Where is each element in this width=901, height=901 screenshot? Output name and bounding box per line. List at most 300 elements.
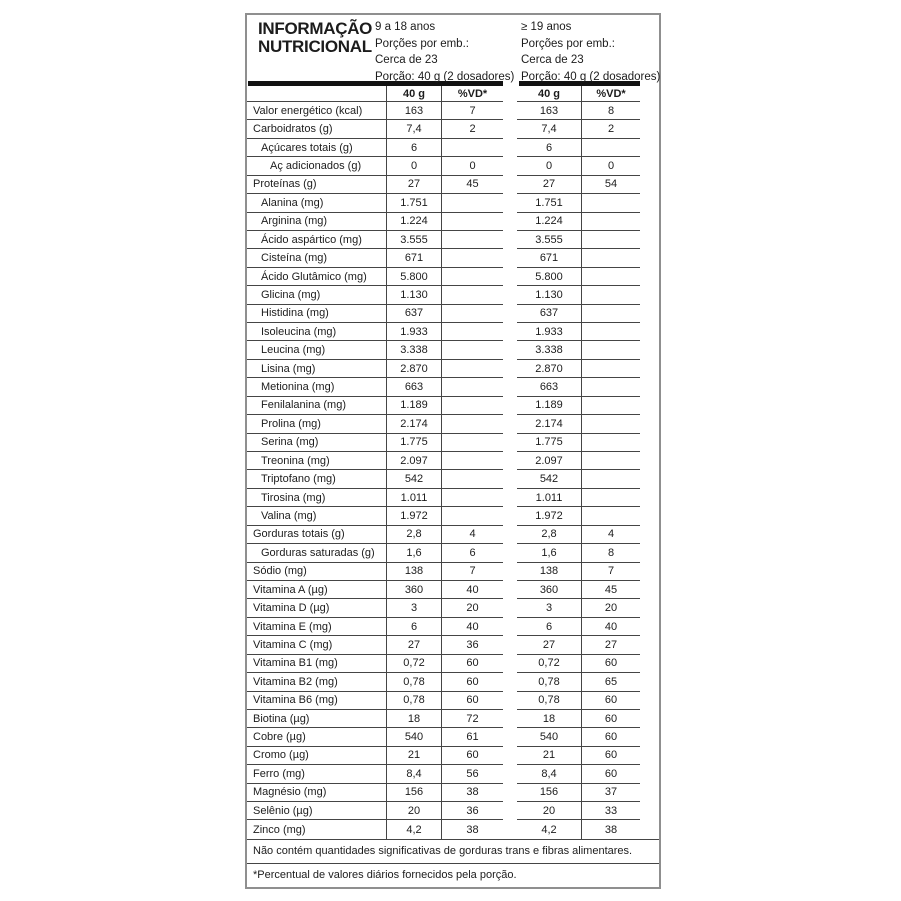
column-gap [503,286,517,304]
value-amount-group2: 7,4 [517,120,582,138]
value-dv-group1: 40 [442,618,503,636]
value-dv-group2 [582,360,640,378]
right-spacer [640,415,659,433]
table-row [247,544,659,562]
value-amount-group1: 2.174 [387,415,442,433]
row-label: Zinco (mg) [247,820,387,838]
row-label: Lisina (mg) [247,360,387,378]
table-row [247,470,659,488]
value-amount-group1: 1.189 [387,397,442,415]
value-amount-group1: 360 [387,581,442,599]
right-spacer [640,655,659,673]
column-gap [503,563,517,581]
value-dv-group1 [442,452,503,470]
value-dv-group2 [582,139,640,157]
value-dv-group2 [582,268,640,286]
right-spacer [640,507,659,525]
value-amount-group1: 163 [387,102,442,120]
row-label: Tirosina (mg) [247,489,387,507]
value-amount-group1: 138 [387,563,442,581]
value-dv-group2: 8 [582,102,640,120]
column-gap [503,341,517,359]
right-spacer [640,286,659,304]
age-range: 9 a 18 anos [375,21,436,33]
right-spacer [640,470,659,488]
right-spacer [640,802,659,820]
right-spacer [640,194,659,212]
column-gap [503,692,517,710]
value-dv-group1 [442,305,503,323]
right-spacer [640,581,659,599]
column-gap [503,176,517,194]
table-row [247,820,659,838]
column-gap [503,710,517,728]
right-spacer [640,157,659,175]
value-dv-group1: 6 [442,544,503,562]
value-amount-group2: 1.011 [517,489,582,507]
value-dv-group2 [582,378,640,396]
column-gap [503,802,517,820]
portions-count: Cerca de 23 [521,54,584,66]
right-spacer [640,378,659,396]
value-amount-group1: 3 [387,599,442,617]
column-gap [503,378,517,396]
value-amount-group1: 0,72 [387,655,442,673]
value-amount-group2: 1.972 [517,507,582,525]
table-row [247,213,659,231]
value-amount-group2: 0 [517,157,582,175]
right-spacer [640,434,659,452]
right-spacer [640,213,659,231]
value-dv-group2 [582,470,640,488]
column-header-amount-group1: 40 g [387,86,442,102]
value-dv-group2 [582,452,640,470]
right-spacer [640,599,659,617]
table-row [247,692,659,710]
right-spacer [640,249,659,267]
row-label: Aç adicionados (g) [247,157,387,175]
column-gap [503,268,517,286]
value-dv-group1 [442,507,503,525]
table-row [247,563,659,581]
column-gap [503,139,517,157]
row-label: Fenilalanina (mg) [247,397,387,415]
value-amount-group2: 3 [517,599,582,617]
value-amount-group1: 8,4 [387,765,442,783]
value-amount-group1: 1.130 [387,286,442,304]
portion-size: Porção: 40 g (2 dosadores) [521,70,661,83]
value-amount-group1: 7,4 [387,120,442,138]
right-spacer [640,692,659,710]
age-range: ≥ 19 anos [521,21,572,33]
value-dv-group2: 60 [582,765,640,783]
value-dv-group1 [442,249,503,267]
right-spacer [640,526,659,544]
row-label: Gorduras totais (g) [247,526,387,544]
column-gap [503,820,517,838]
value-amount-group2: 540 [517,728,582,746]
value-dv-group2: 27 [582,636,640,654]
column-header-amount-group2: 40 g [517,86,582,102]
portions-per-package: Porções por emb.: [521,37,615,50]
row-label: Ácido Glutâmico (mg) [247,268,387,286]
value-dv-group2 [582,286,640,304]
portions-per-package: Porções por emb.: [375,37,469,50]
row-label: Cisteína (mg) [247,249,387,267]
column-gap [503,728,517,746]
value-amount-group1: 18 [387,710,442,728]
table-row [247,765,659,783]
value-amount-group2: 0,72 [517,655,582,673]
row-label: Cromo (µg) [247,747,387,765]
column-gap [503,194,517,212]
right-spacer [640,747,659,765]
age-group-2-info [521,19,659,85]
label-title-line2: NUTRICIONAL [258,37,372,56]
table-row [247,194,659,212]
value-amount-group2: 360 [517,581,582,599]
value-dv-group2: 65 [582,673,640,691]
value-amount-group2: 163 [517,102,582,120]
value-dv-group2 [582,305,640,323]
table-row [247,360,659,378]
right-spacer [640,728,659,746]
column-gap [503,86,517,102]
value-amount-group1: 6 [387,618,442,636]
value-amount-group2: 20 [517,802,582,820]
column-gap [503,489,517,507]
column-gap [503,120,517,138]
row-label: Açúcares totais (g) [247,139,387,157]
value-dv-group2 [582,397,640,415]
value-dv-group2: 7 [582,563,640,581]
right-spacer [640,820,659,838]
table-row [247,139,659,157]
right-spacer [640,323,659,341]
value-dv-group2: 20 [582,599,640,617]
row-label: Valor energético (kcal) [247,102,387,120]
column-gap [503,102,517,120]
value-dv-group2 [582,489,640,507]
value-amount-group2: 2.870 [517,360,582,378]
value-dv-group2: 60 [582,728,640,746]
row-label: Triptofano (mg) [247,470,387,488]
value-amount-group1: 1,6 [387,544,442,562]
value-dv-group1 [442,434,503,452]
column-gap [503,618,517,636]
value-dv-group1: 45 [442,176,503,194]
row-label: Vitamina E (mg) [247,618,387,636]
value-dv-group1: 60 [442,655,503,673]
column-gap [503,636,517,654]
column-gap [503,673,517,691]
right-spacer [640,305,659,323]
value-amount-group1: 1.224 [387,213,442,231]
right-spacer [640,86,659,102]
value-amount-group2: 663 [517,378,582,396]
footnote-daily-values: *Percentual de valores diários fornecidos pela porção. [247,863,659,887]
value-dv-group2: 60 [582,747,640,765]
column-gap [503,526,517,544]
row-label: Vitamina B1 (mg) [247,655,387,673]
table-row [247,673,659,691]
value-dv-group1: 38 [466,823,479,836]
column-header-dv-group2: %VD* [582,86,640,102]
table-row [247,249,659,267]
value-dv-group2 [582,341,640,359]
value-dv-group2: 0 [582,157,640,175]
value-dv-group1: 4 [442,526,503,544]
value-amount-group1: 0,78 [387,673,442,691]
portions-count: Cerca de 23 [375,54,438,66]
row-label: Isoleucina (mg) [247,323,387,341]
right-spacer [640,673,659,691]
value-amount-group1: 27 [387,636,442,654]
value-amount-group2: 27 [517,636,582,654]
value-dv-group1: 20 [442,599,503,617]
row-label: Proteínas (g) [247,176,387,194]
age-group-1-info [375,19,521,85]
row-label: Arginina (mg) [247,213,387,231]
value-amount-group2: 156 [517,784,582,802]
value-amount-group2: 1.751 [517,194,582,212]
right-spacer [640,397,659,415]
value-amount-group1: 5.800 [387,268,442,286]
column-gap [503,544,517,562]
value-dv-group2 [582,415,640,433]
column-gap [503,434,517,452]
table-row [247,120,659,138]
nutrition-label [245,13,661,889]
table-row [247,618,659,636]
value-dv-group1: 7 [442,563,503,581]
value-dv-group1 [442,231,503,249]
column-header-dv-group1: %VD* [442,86,503,102]
table-row [247,710,659,728]
row-label: Valina (mg) [247,507,387,525]
value-amount-group2: 27 [517,176,582,194]
row-label: Leucina (mg) [247,341,387,359]
row-label: Ferro (mg) [247,765,387,783]
value-dv-group1: 38 [442,784,503,802]
right-spacer [640,563,659,581]
row-label: Serina (mg) [247,434,387,452]
column-gap [503,581,517,599]
value-dv-group2 [582,507,640,525]
table-row [247,323,659,341]
column-gap [503,323,517,341]
portion-size: Porção: 40 g (2 dosadores) [375,70,515,83]
row-label: Alanina (mg) [247,194,387,212]
value-amount-group2: 1.933 [517,323,582,341]
table-row [247,341,659,359]
row-label: Cobre (µg) [247,728,387,746]
label-title-line1: INFORMAÇÃO [258,19,373,38]
right-spacer [640,544,659,562]
value-dv-group2: 60 [582,692,640,710]
value-dv-group1 [442,286,503,304]
column-gap [503,249,517,267]
value-dv-group2: 4 [582,526,640,544]
column-gap [503,507,517,525]
value-dv-group1: 2 [442,120,503,138]
value-dv-group2: 60 [582,710,640,728]
table-row [247,747,659,765]
right-spacer [640,139,659,157]
value-dv-group1: 0 [442,157,503,175]
column-gap [503,452,517,470]
row-label: Vitamina D (µg) [247,599,387,617]
value-amount-group2: 1.775 [517,434,582,452]
table-row [247,378,659,396]
column-gap [503,360,517,378]
row-label: Vitamina C (mg) [247,636,387,654]
right-spacer [640,176,659,194]
value-dv-group1 [442,194,503,212]
value-dv-group2: 45 [582,581,640,599]
value-amount-group1: 0 [387,157,442,175]
table-row [247,599,659,617]
table-row [247,157,659,175]
row-label: Carboidratos (g) [247,120,387,138]
value-dv-group1: 60 [442,673,503,691]
column-gap [503,157,517,175]
value-dv-group2: 40 [582,618,640,636]
value-amount-group2: 1,6 [517,544,582,562]
right-spacer [640,618,659,636]
row-label: Prolina (mg) [247,415,387,433]
column-gap [503,397,517,415]
value-amount-group2: 1.130 [517,286,582,304]
right-spacer [640,489,659,507]
right-spacer [640,452,659,470]
value-amount-group1: 1.972 [387,507,442,525]
value-dv-group1 [442,489,503,507]
right-spacer [640,120,659,138]
value-amount-group1: 0,78 [387,692,442,710]
right-spacer [640,636,659,654]
value-amount-group2: 5.800 [517,268,582,286]
value-dv-group1 [442,378,503,396]
value-amount-group2: 3.555 [517,231,582,249]
column-header-row [247,86,659,102]
label-title [258,20,372,56]
value-amount-group1: 27 [387,176,442,194]
column-gap [503,784,517,802]
row-label: Selênio (µg) [247,802,387,820]
table-row [247,728,659,746]
nutrition-rows [247,102,659,839]
value-dv-group2: 33 [582,802,640,820]
value-amount-group2: 637 [517,305,582,323]
value-dv-group2: 38 [604,823,618,836]
value-amount-group1: 637 [387,305,442,323]
value-dv-group1: 56 [442,765,503,783]
table-row [247,231,659,249]
row-label: Magnésio (mg) [247,784,387,802]
value-dv-group2 [582,194,640,212]
column-gap [503,213,517,231]
column-gap [503,470,517,488]
row-label: Histidina (mg) [247,305,387,323]
column-gap [503,747,517,765]
column-gap [503,765,517,783]
value-amount-group2: 2,8 [517,526,582,544]
table-row [247,286,659,304]
value-amount-group1: 6 [387,139,442,157]
table-row [247,784,659,802]
value-dv-group2: 8 [582,544,640,562]
value-amount-group2: 0,78 [517,692,582,710]
value-amount-group2: 21 [517,747,582,765]
table-row [247,636,659,654]
right-spacer [640,102,659,120]
value-dv-group1: 61 [442,728,503,746]
value-amount-group2: 3.338 [517,341,582,359]
value-dv-group2 [582,323,640,341]
value-dv-group1 [442,323,503,341]
value-amount-group1: 2.097 [387,452,442,470]
value-dv-group1: 40 [442,581,503,599]
table-row [247,434,659,452]
table-row [247,452,659,470]
value-amount-group2: 6 [517,618,582,636]
value-amount-group2: 2.174 [517,415,582,433]
column-gap [503,305,517,323]
value-dv-group2 [582,231,640,249]
value-amount-group1: 156 [387,784,442,802]
value-amount-group1: 3.338 [387,341,442,359]
value-dv-group1 [442,341,503,359]
table-row [247,176,659,194]
value-dv-group1 [442,415,503,433]
table-row [247,102,659,120]
value-dv-group1 [442,470,503,488]
right-spacer [640,341,659,359]
table-row [247,655,659,673]
value-dv-group1: 60 [442,747,503,765]
value-amount-group1: 542 [387,470,442,488]
table-row [247,507,659,525]
value-amount-group2: 671 [517,249,582,267]
value-dv-group1 [442,213,503,231]
value-amount-group2: 4,2 [517,820,582,838]
value-amount-group1: 2.870 [387,360,442,378]
value-amount-group1: 1.751 [387,194,442,212]
column-gap [503,655,517,673]
value-amount-group1: 20 [387,802,442,820]
value-amount-group2: 8,4 [517,765,582,783]
table-row [247,268,659,286]
row-label: Gorduras saturadas (g) [247,544,387,562]
row-label: Sódio (mg) [247,563,387,581]
table-row [247,397,659,415]
value-dv-group1: 7 [442,102,503,120]
value-dv-group2: 37 [582,784,640,802]
row-label: Vitamina A (µg) [247,581,387,599]
value-dv-group2 [582,434,640,452]
right-spacer [640,231,659,249]
value-amount-group1: 671 [387,249,442,267]
value-dv-group2: 2 [582,120,640,138]
row-label: Treonina (mg) [247,452,387,470]
value-dv-group1 [442,139,503,157]
value-dv-group1: 36 [442,636,503,654]
row-label: Ácido aspártico (mg) [247,231,387,249]
column-header-label-spacer [247,86,387,102]
value-amount-group2: 6 [517,139,582,157]
label-header [247,15,659,81]
